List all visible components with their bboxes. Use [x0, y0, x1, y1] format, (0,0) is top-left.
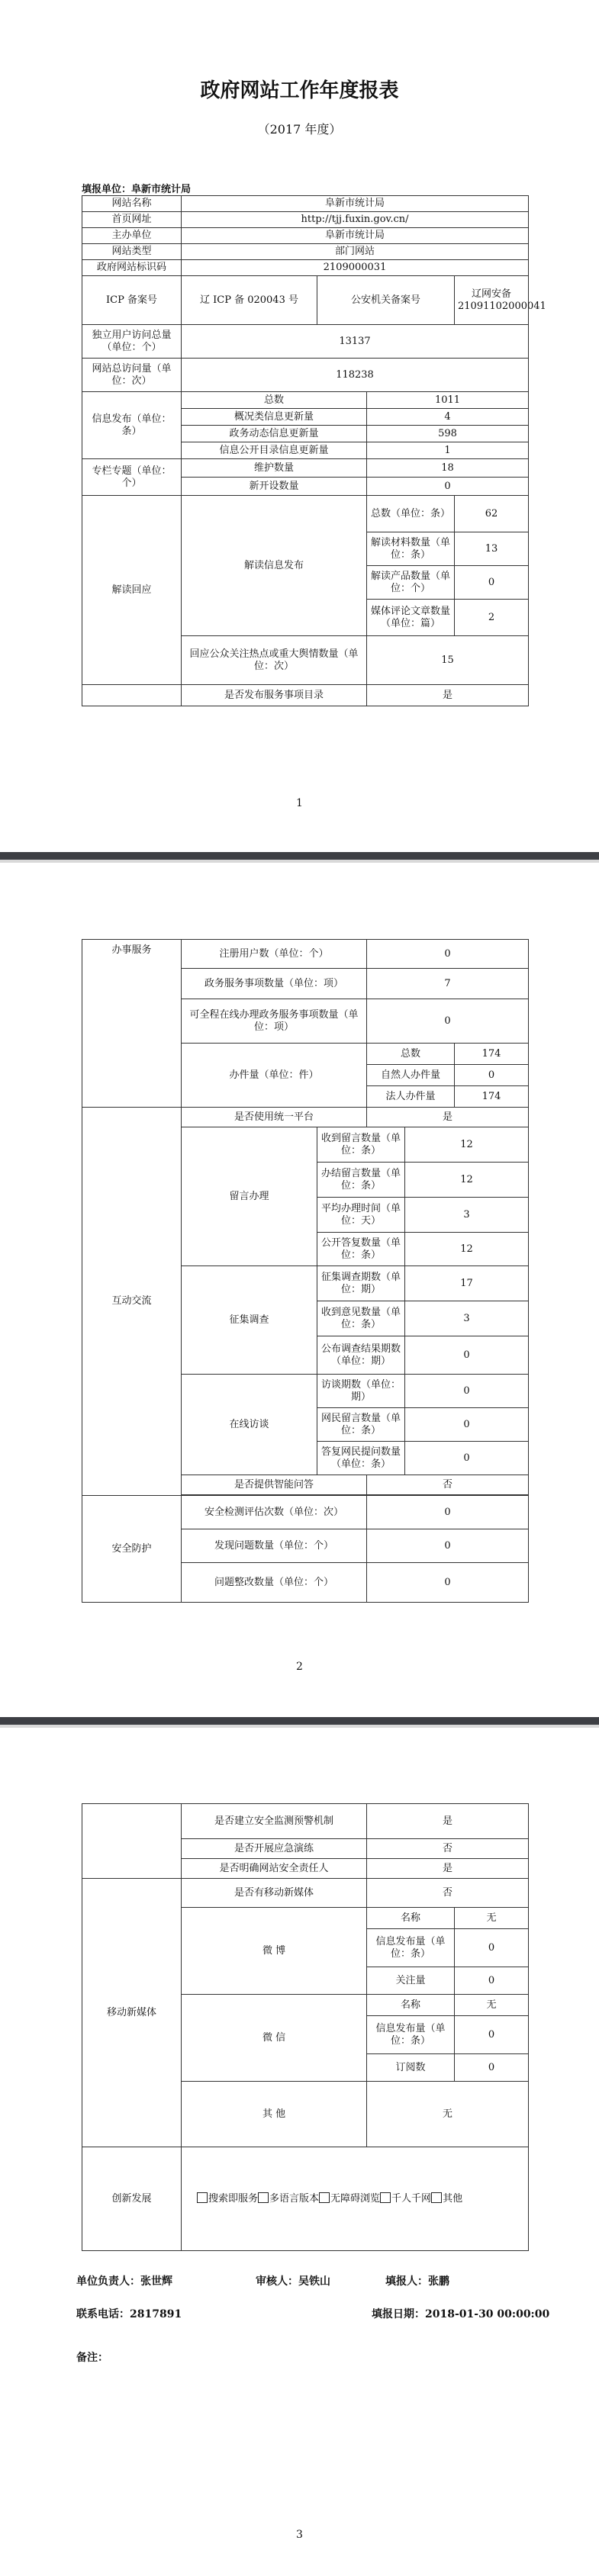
scan-label: 安全检测评估次数（单位：次）: [182, 1496, 367, 1529]
unit-head: 单位负责人：张世辉: [76, 2275, 172, 2288]
service-items-value: 7: [367, 969, 529, 999]
innovation-option[interactable]: 无障碍浏览: [319, 2193, 380, 2205]
interpret-total-label: 总数（单位：条）: [367, 496, 455, 532]
wechat-info-label: 信息发布量（单位：条）: [367, 2016, 455, 2054]
interpret-total-value: 62: [455, 496, 529, 532]
catalog-publish-value: 是: [367, 685, 529, 706]
owner-label: 是否明确网站安全责任人: [182, 1859, 367, 1879]
weibo-info-label: 信息发布量（单位：条）: [367, 1929, 455, 1967]
icp-value: 辽 ICP 备 020043 号: [182, 276, 317, 325]
weibo-info-value: 0: [455, 1929, 529, 1967]
innovation-option[interactable]: 其他: [431, 2193, 462, 2205]
platform-label: 是否使用统一平台: [182, 1108, 367, 1127]
wechat-label: 微 信: [182, 1995, 367, 2082]
msg-label: 留言办理: [182, 1127, 317, 1266]
handled-total-value: 174: [455, 1044, 529, 1065]
sponsor-value: 阜新市统计局: [182, 228, 529, 244]
mobile-label: 移动新媒体: [82, 1879, 182, 2147]
uv-value: 13137: [182, 325, 529, 359]
innovation-label: 创新发展: [82, 2147, 182, 2251]
monitor-label: 是否建立安全监测预警机制: [182, 1804, 367, 1839]
smart-qa-label: 是否提供智能问答: [182, 1475, 367, 1495]
info-label: 信息发布（单位：条）: [82, 392, 182, 459]
site-name-label: 网站名称: [82, 196, 182, 212]
uv-label: 独立用户访问总量（单位：个）: [82, 325, 182, 359]
page-number-2: 2: [296, 1661, 303, 1673]
interpret-hot-value: 15: [367, 636, 529, 685]
column-label: 专栏专题（单位：个）: [82, 459, 182, 496]
other-value: 无: [367, 2082, 529, 2147]
info-overview-value: 4: [367, 409, 529, 426]
survey-result-label: 公布调查结果期数（单位：期）: [317, 1336, 405, 1375]
weibo-follow-label: 关注量: [367, 1967, 455, 1995]
weibo-follow-value: 0: [455, 1967, 529, 1995]
mobile-has-label: 是否有移动新媒体: [182, 1879, 367, 1908]
info-news-label: 政务动态信息更新量: [182, 426, 367, 442]
innovation-options: [182, 2147, 529, 2251]
checkbox-icon[interactable]: [197, 2192, 208, 2203]
mobile-has-value: 否: [367, 1879, 529, 1908]
msg-received-label: 收到留言数量（单位：条）: [317, 1127, 405, 1163]
handled-total-label: 总数: [367, 1044, 455, 1065]
msg-time-value: 3: [405, 1198, 529, 1233]
interpret-media-value: 2: [455, 600, 529, 636]
site-name-value: 阜新市统计局: [182, 196, 529, 212]
service-users-value: 0: [367, 940, 529, 969]
interpret-material-label: 解读材料数量（单位：条）: [367, 532, 455, 566]
scan-value: 0: [367, 1496, 529, 1529]
info-catalog-value: 1: [367, 442, 529, 459]
other-label: 其 他: [182, 2082, 367, 2147]
platform-value: 是: [367, 1108, 529, 1127]
column-new-value: 0: [367, 478, 529, 496]
drill-label: 是否开展应急演练: [182, 1839, 367, 1859]
checkbox-icon[interactable]: [319, 2192, 330, 2203]
report-title: 政府网站工作年度报表: [200, 79, 399, 102]
reviewer: 审核人：吴铁山: [256, 2275, 330, 2288]
handled-legal-value: 174: [455, 1086, 529, 1108]
wechat-sub-label: 订阅数: [367, 2054, 455, 2082]
owner-value: 是: [367, 1859, 529, 1879]
home-url-value[interactable]: http://tjj.fuxin.gov.cn/: [182, 212, 529, 228]
wechat-sub-value: 0: [455, 2054, 529, 2082]
weibo-name-value: 无: [455, 1908, 529, 1929]
survey-count-label: 征集调查期数（单位：期）: [317, 1266, 405, 1301]
handled-person-value: 0: [455, 1065, 529, 1086]
iv-msg-value: 0: [405, 1408, 529, 1442]
site-code-value: 2109000031: [182, 260, 529, 276]
iv-count-value: 0: [405, 1375, 529, 1408]
service-online-label: 可全程在线办理政务服务事项数量（单位：项）: [182, 999, 367, 1044]
page-separator: [0, 852, 599, 860]
filler: 填报人：张鹏: [385, 2275, 449, 2288]
wechat-name-value: 无: [455, 1995, 529, 2016]
checkbox-icon[interactable]: [258, 2192, 269, 2203]
drill-value: 否: [367, 1839, 529, 1859]
handled-legal-label: 法人办件量: [367, 1086, 455, 1108]
fixed-label: 问题整改数量（单位：个）: [182, 1563, 367, 1603]
iv-count-label: 访谈期数（单位：期）: [317, 1375, 405, 1408]
page-number-1: 1: [296, 797, 303, 809]
service-label: 办事服务: [82, 940, 182, 1108]
service-items-label: 政务服务事项数量（单位：项）: [182, 969, 367, 999]
column-new-label: 新开设数量: [182, 478, 367, 496]
fixed-value: 0: [367, 1563, 529, 1603]
security-label: 安全防护: [82, 1496, 182, 1603]
survey-label: 征集调查: [182, 1266, 317, 1375]
service-table: [82, 939, 529, 1603]
iv-msg-label: 网民留言数量（单位：条）: [317, 1408, 405, 1442]
pv-label: 网站总访问量（单位：次）: [82, 359, 182, 392]
report-year: （2017 年度）: [257, 122, 342, 137]
site-code-label: 政府网站标识码: [82, 260, 182, 276]
remarks: 备注：: [76, 2352, 108, 2364]
fill-date: 填报日期：2018-01-30 00:00:00: [372, 2308, 550, 2320]
info-total-value: 1011: [367, 392, 529, 409]
interpret-publish-label: 解读信息发布: [182, 496, 367, 636]
filing-unit: 填报单位：阜新市统计局: [82, 184, 192, 195]
msg-time-label: 平均办理时间（单位：天）: [317, 1198, 405, 1233]
mobile-table: [82, 1803, 529, 2251]
survey-result-value: 0: [405, 1336, 529, 1375]
service-users-label: 注册用户数（单位：个）: [182, 940, 367, 969]
innovation-option[interactable]: 千人千网: [380, 2193, 431, 2205]
interpret-product-value: 0: [455, 566, 529, 600]
interpret-product-label: 解读产品数量（单位：个）: [367, 566, 455, 600]
msg-done-value: 12: [405, 1163, 529, 1198]
interview-label: 在线访谈: [182, 1375, 317, 1475]
interpret-hot-label: 回应公众关注热点或重大舆情数量（单位：次）: [182, 636, 367, 685]
survey-opinion-label: 收到意见数量（单位：条）: [317, 1301, 405, 1336]
service-online-value: 0: [367, 999, 529, 1044]
contact-phone: 联系电话：2817891: [76, 2308, 182, 2320]
found-value: 0: [367, 1529, 529, 1563]
basic-info-table: [82, 195, 546, 706]
info-catalog-label: 信息公开目录信息更新量: [182, 442, 367, 459]
interpret-material-value: 13: [455, 532, 529, 566]
wechat-name-label: 名称: [367, 1995, 455, 2016]
msg-public-label: 公开答复数量（单位：条）: [317, 1233, 405, 1266]
security-cont-label: [82, 1804, 182, 1879]
column-maintain-value: 18: [367, 459, 529, 478]
innovation-option[interactable]: 搜索即服务: [197, 2193, 258, 2205]
pv-value: 118238: [182, 359, 529, 392]
service-handled-label: 办件量（单位：件）: [182, 1044, 367, 1108]
weibo-name-label: 名称: [367, 1908, 455, 1929]
checkbox-icon[interactable]: [431, 2192, 442, 2203]
page-separator: [0, 1717, 599, 1725]
sponsor-label: 主办单位: [82, 228, 182, 244]
interpret-media-label: 媒体评论文章数量（单位：篇）: [367, 600, 455, 636]
column-maintain-label: 维护数量: [182, 459, 367, 478]
wechat-info-value: 0: [455, 2016, 529, 2054]
site-type-value: 部门网站: [182, 244, 529, 260]
msg-public-value: 12: [405, 1233, 529, 1266]
iv-answer-label: 答复网民提问数量（单位：条）: [317, 1442, 405, 1475]
catalog-publish-label: 是否发布服务事项目录: [182, 685, 367, 706]
psb-value: 辽网安备 21091102000041: [455, 276, 529, 325]
info-overview-label: 概况类信息更新量: [182, 409, 367, 426]
survey-count-value: 17: [405, 1266, 529, 1301]
innovation-option[interactable]: 多语言版本: [258, 2193, 319, 2205]
weibo-label: 微 博: [182, 1908, 367, 1995]
info-news-value: 598: [367, 426, 529, 442]
interpret-label: 解读回应: [82, 496, 182, 685]
interaction-label: 互动交流: [82, 1108, 182, 1496]
home-url-label: 首页网址: [82, 212, 182, 228]
info-total-label: 总数: [182, 392, 367, 409]
psb-label: 公安机关备案号: [317, 276, 455, 325]
checkbox-icon[interactable]: [380, 2192, 391, 2203]
iv-answer-value: 0: [405, 1442, 529, 1475]
smart-qa-value: 否: [367, 1475, 529, 1495]
msg-received-value: 12: [405, 1127, 529, 1163]
page-number-3: 3: [296, 2529, 303, 2541]
site-type-label: 网站类型: [82, 244, 182, 260]
survey-opinion-value: 3: [405, 1301, 529, 1336]
monitor-value: 是: [367, 1804, 529, 1839]
found-label: 发现问题数量（单位：个）: [182, 1529, 367, 1563]
msg-done-label: 办结留言数量（单位：条）: [317, 1163, 405, 1198]
icp-label: ICP 备案号: [82, 276, 182, 325]
handled-person-label: 自然人办件量: [367, 1065, 455, 1086]
